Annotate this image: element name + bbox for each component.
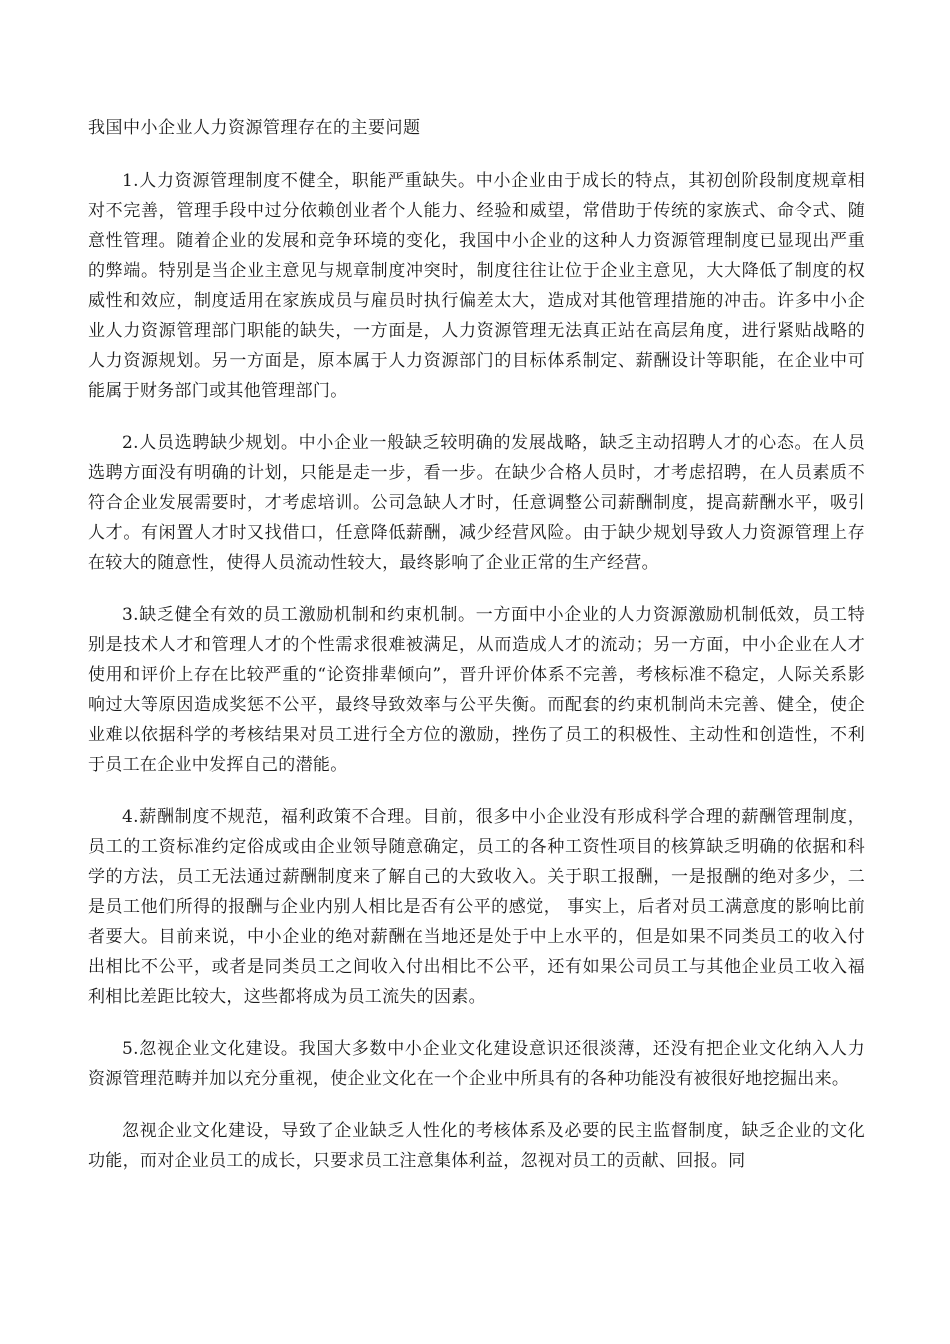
paragraph-6: 忽视企业文化建设，导致了企业缺乏人性化的考核体系及必要的民主监督制度，缺乏企业的文化功能，而对企业员工的成长，只要求员工注意集体利益，忽视对员工的贡献、回报。同 (88, 1121, 865, 1171)
paragraph-1: 1.人力资源管理制度不健全，职能严重缺失。中小企业由于成长的特点，其初创阶段制度规章相对不完善，管理手段中过分依赖创业者个人能力、经验和威望，常借助于传统的家族式、命令式、随意性管理。随着企业的发展和竞争环境的变化，我国中小企业的这种人力资源管理制度已显现出严重的弊端。特别是当企业主意见与规章制度冲突时，制度往往让位于企业主意见，大大降低了制度的权威性和效应，制度适用在家族成员与雇员时执行偏差太大，造成对其他管理措施的冲击。许多中小企业人力资源管理部门职能的缺失，一方面是，人力资源管理无法真正站在高层角度，进行紧贴战略的人力资源规划。另一方面是，原本属于人力资源部门的目标体系制定、薪酬设计等职能，在企业中可能属于财务部门或其他管理部门。 (88, 171, 865, 401)
paragraph-5: 5.忽视企业文化建设。我国大多数中小企业文化建设意识还很淡薄，还没有把企业文化纳入人力资源管理范畴并加以充分重视，使企业文化在一个企业中所具有的各种功能没有被很好地挖掘出来。 (88, 1039, 865, 1089)
document-title: 我国中小企业人力资源管理存在的主要问题 (88, 118, 421, 138)
paragraph-3: 3.缺乏健全有效的员工激励机制和约束机制。一方面中小企业的人力资源激励机制低效，员工特别是技术人才和管理人才的个性需求很难被满足，从而造成人才的流动；另一方面，中小企业在人才使用和评价上存在比较严重的“论资排辈倾向”，晋升评价体系不完善，考核标准不稳定，人际关系影响过大等原因造成奖惩不公平，最终导致效率与公平失衡。而配套的约束机制尚未完善、健全，使企业难以依据科学的考核结果对员工进行全方位的激励，挫伤了员工的积极性、主动性和创造性，不利于员工在企业中发挥自己的潜能。 (88, 605, 865, 775)
document-body (88, 112, 865, 1198)
paragraph-2: 2.人员选聘缺少规划。中小企业一般缺乏较明确的发展战略，缺乏主动招聘人才的心态。在人员选聘方面没有明确的计划，只能是走一步，看一步。在缺少合格人员时，才考虑招聘，在人员素质不符合企业发展需要时，才考虑培训。公司急缺人才时，任意调整公司薪酬制度，提高薪酬水平，吸引人才。有闲置人才时又找借口，任意降低薪酬，减少经营风险。由于缺少规划导致人力资源管理上存在较大的随意性，使得人员流动性较大，最终影响了企业正常的生产经营。 (88, 433, 865, 573)
paragraph-4: 4.薪酬制度不规范，福利政策不合理。目前，很多中小企业没有形成科学合理的薪酬管理制度，员工的工资标准约定俗成或由企业领导随意确定，员工的各种工资性项目的核算缺乏明确的依据和科学的方法，员工无法通过薪酬制度来了解自己的大致收入。关于职工报酬，一是报酬的绝对多少，二是员工他们所得的报酬与企业内别人相比是否有公平的感觉， 事实上，后者对员工满意度的影响比前者要大。目前来说，中小企业的绝对薪酬在当地还是处于中上水平的，但是如果不同类员工的收入付出相比不公平，或者是同类员工之间收入付出相比不公平，还有如果公司员工与其他企业员工收入福利相比差距比较大，这些都将成为员工流失的因素。 (88, 807, 865, 1007)
